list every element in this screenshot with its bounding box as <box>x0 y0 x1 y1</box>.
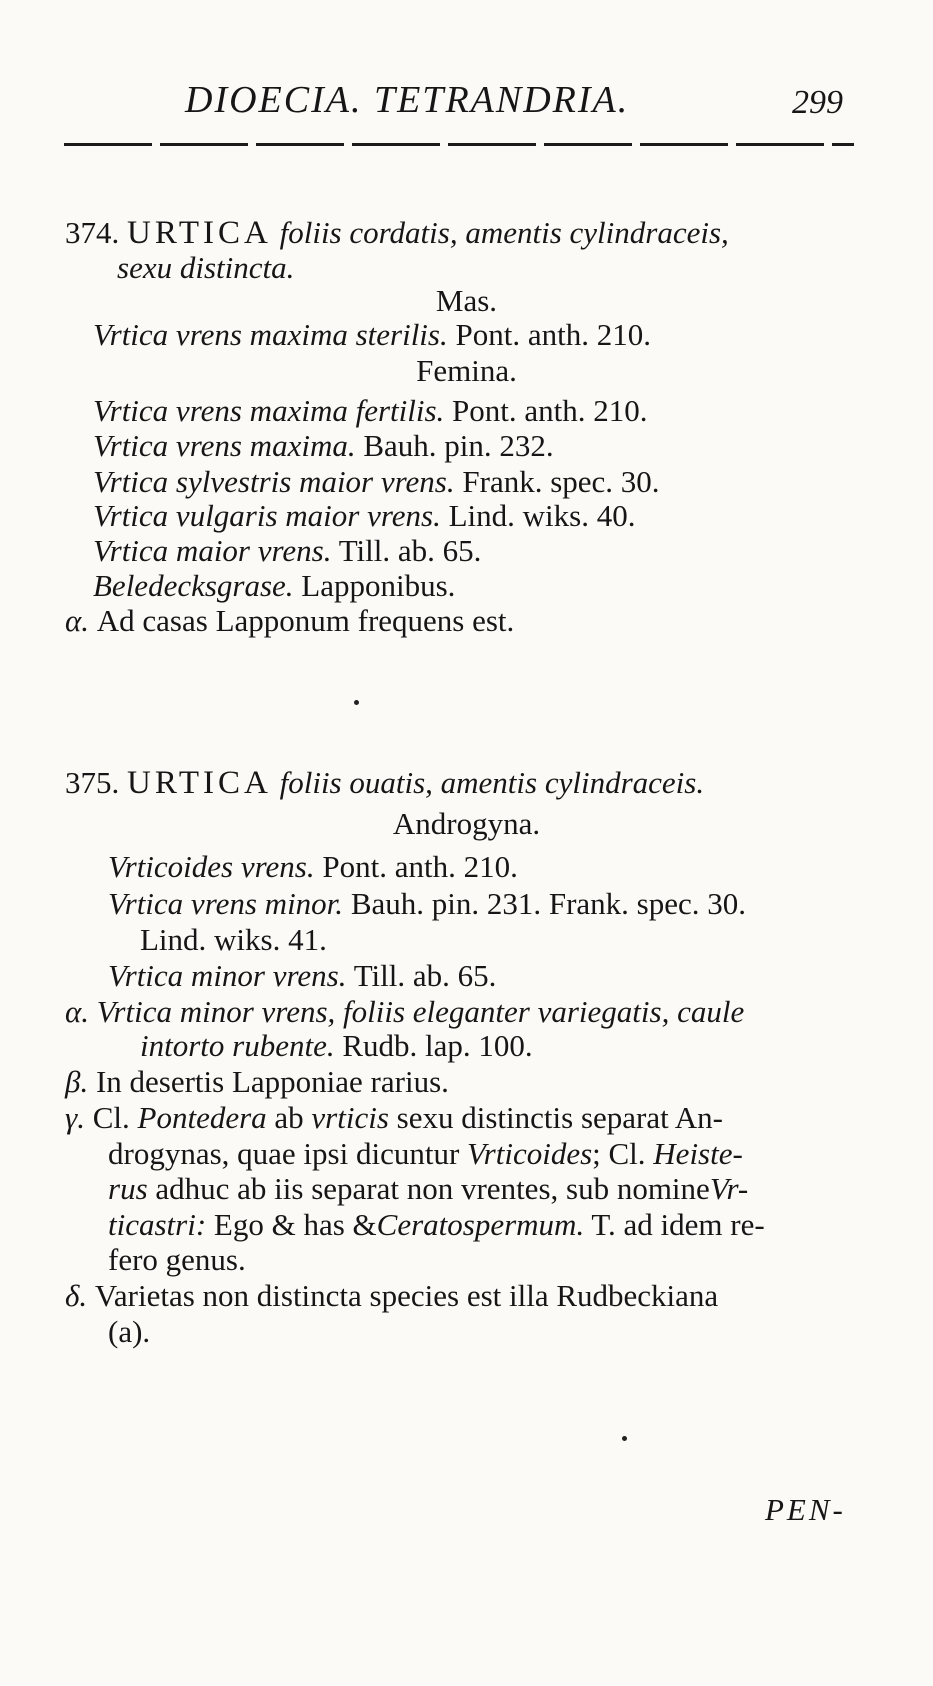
note-alpha-continued <box>140 1028 533 1064</box>
note-term: Ceratospermum. <box>376 1207 585 1242</box>
synonym-reference: Pont. anth. 210. <box>452 393 648 428</box>
note-text: Varietas non distincta species est illa Rudbeckiana <box>94 1278 719 1313</box>
synonym-name: Vrticoides vrens. <box>108 849 315 884</box>
note-text: Vrtica minor vrens, foliis eleganter variegatis, caule <box>96 994 745 1029</box>
synonym-line <box>108 886 746 922</box>
author-name: rus <box>108 1171 148 1206</box>
synonym-name: Vrtica vrens minor. <box>108 886 344 921</box>
synonym-line <box>93 317 651 353</box>
note-text: intorto rubente. <box>140 1028 335 1063</box>
synonym-reference: Lind. wiks. 40. <box>448 498 636 533</box>
note-text: Ad casas Lapponum frequens est. <box>96 603 515 638</box>
note-text: Ego & has & <box>213 1207 377 1242</box>
note-term: Vr- <box>709 1171 749 1206</box>
vernacular-name-line <box>93 568 455 604</box>
header-rule <box>64 143 854 146</box>
subheading-femina: Femina. <box>416 353 517 388</box>
entry-number: 374. <box>65 215 120 250</box>
subheading-androgyna: Androgyna. <box>392 806 541 841</box>
entry-374-heading <box>65 215 729 251</box>
note-marker: α. <box>65 994 90 1029</box>
synonym-name: Vrtica maior vrens. <box>93 533 332 568</box>
vernacular-source: Lapponibus. <box>301 568 456 603</box>
diagnosis: foliis cordatis, amentis cylindraceis, <box>279 215 729 250</box>
note-gamma-continued <box>108 1171 748 1207</box>
note-term: Vrticoides <box>467 1136 593 1171</box>
note-text: Cl. <box>92 1100 130 1135</box>
note-gamma-continued: fero genus. <box>108 1242 246 1277</box>
synonym-reference: Bauh. pin. 232. <box>363 428 554 463</box>
synonym-name: Vrtica sylvestris maior vrens. <box>93 464 455 499</box>
synonym-line <box>108 958 496 994</box>
note-gamma <box>65 1100 723 1136</box>
author-name: Pontedera <box>137 1100 267 1135</box>
synonym-name: Vrtica vrens maxima. <box>93 428 356 463</box>
synonym-reference: Till. ab. 65. <box>353 958 497 993</box>
subheading-mas: Mas. <box>435 283 498 318</box>
note-alpha <box>65 603 514 639</box>
note-text: drogynas, quae ipsi dicuntur <box>108 1136 460 1171</box>
note-delta-continued: (a). <box>108 1314 151 1349</box>
note-marker: α. <box>65 603 90 638</box>
note-gamma-continued <box>108 1207 765 1243</box>
synonym-name: Vrtica vulgaris maior vrens. <box>93 498 441 533</box>
note-alpha <box>65 994 744 1030</box>
synonym-line <box>93 393 648 429</box>
note-reference: Rudb. lap. 100. <box>342 1028 533 1063</box>
note-delta <box>65 1278 718 1314</box>
page-number: 299 <box>792 84 843 121</box>
synonym-name: Vrtica minor vrens. <box>108 958 347 993</box>
genus-name: URTICA <box>127 215 272 251</box>
synonym-continued: Lind. wiks. 41. <box>140 922 327 957</box>
synonym-line <box>93 498 635 534</box>
synonym-reference: Pont. anth. 210. <box>455 317 651 352</box>
synonym-line <box>93 464 660 500</box>
synonym-reference: Pont. anth. 210. <box>322 849 518 884</box>
note-marker: γ. <box>65 1100 85 1135</box>
synonym-line <box>108 849 518 885</box>
synonym-line <box>93 533 481 569</box>
synonym-reference: Bauh. pin. 231. Frank. spec. 30. <box>350 886 747 921</box>
synonym-reference: Frank. spec. 30. <box>462 464 660 499</box>
note-text: ; Cl. <box>592 1136 646 1171</box>
synonym-name: Vrtica vrens maxima sterilis. <box>93 317 448 352</box>
note-beta <box>65 1064 449 1100</box>
synonym-reference: Till. ab. 65. <box>338 533 482 568</box>
catchword: PEN- <box>765 1492 846 1527</box>
entry-375-heading <box>65 765 704 801</box>
synonym-name: Vrtica vrens maxima fertilis. <box>93 393 445 428</box>
note-term: ticastri: <box>108 1207 207 1242</box>
note-marker: β. <box>65 1064 89 1099</box>
note-gamma-continued <box>108 1136 743 1172</box>
diagnosis-continued: sexu distincta. <box>117 250 295 285</box>
note-text: sexu distinctis separat An- <box>396 1100 723 1135</box>
note-text: T. ad idem re- <box>591 1207 765 1242</box>
separator-dot <box>622 1436 627 1441</box>
note-text: ab <box>274 1100 304 1135</box>
vernacular-name: Beledecksgrase. <box>93 568 294 603</box>
author-name: Heiste- <box>653 1136 743 1171</box>
genus-name: URTICA <box>127 765 272 801</box>
running-head: DIOECIA. TETRANDRIA. <box>185 79 630 121</box>
diagnosis: foliis ouatis, amentis cylindraceis. <box>279 765 705 800</box>
note-text: adhuc ab iis separat non vrentes, sub nomine <box>155 1171 710 1206</box>
note-term: vrticis <box>311 1100 389 1135</box>
separator-dot <box>354 700 359 705</box>
entry-number: 375. <box>65 765 120 800</box>
note-marker: δ. <box>65 1278 88 1313</box>
synonym-line <box>93 428 554 464</box>
note-text: In desertis Lapponiae rarius. <box>95 1064 449 1099</box>
